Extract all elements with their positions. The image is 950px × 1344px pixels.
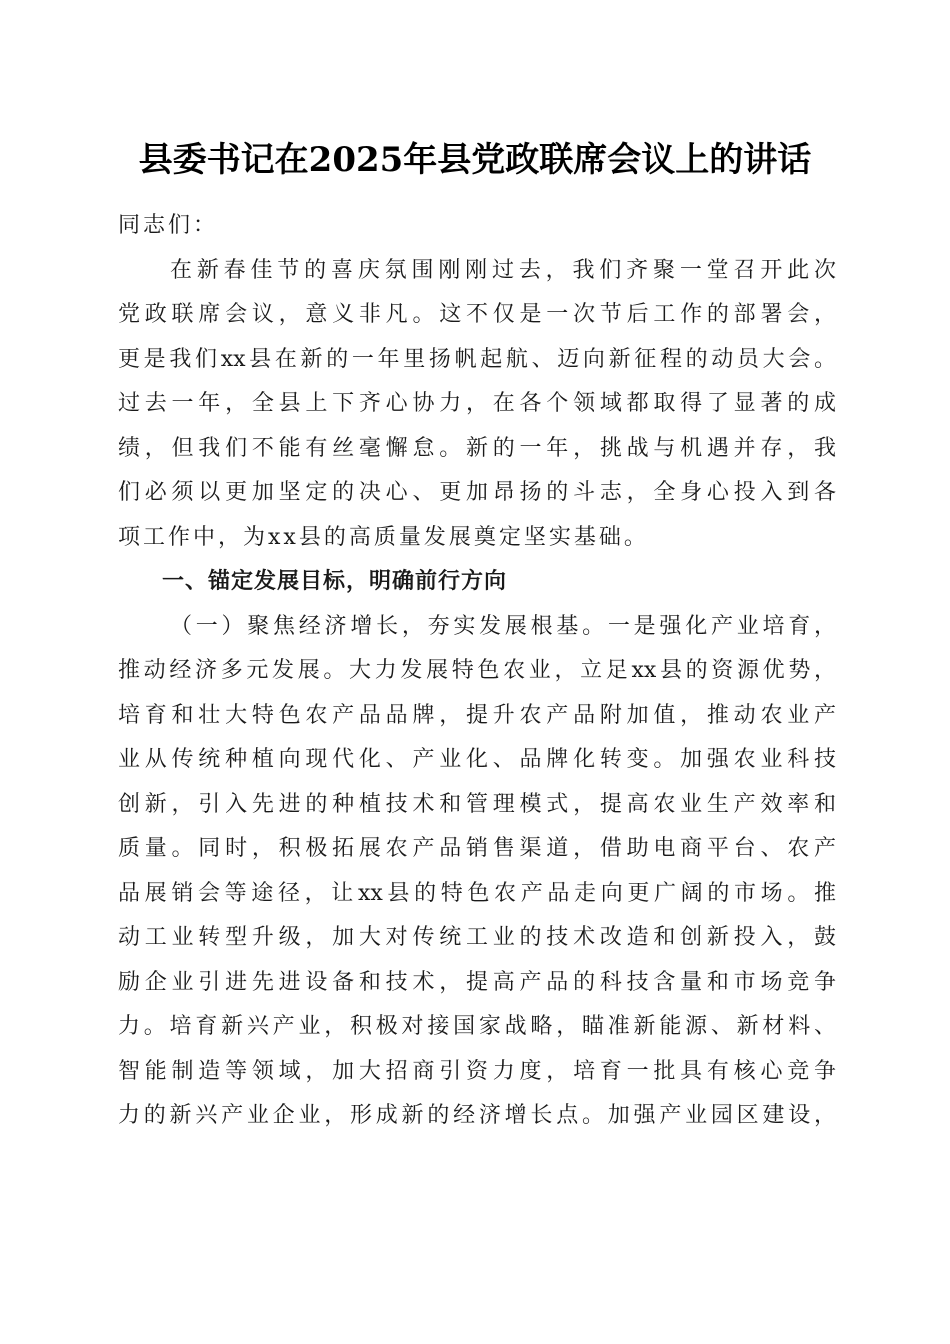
paragraph-line: 推动经济多元发展。大力发展特色农业，立足xx县的资源优势， [118, 658, 836, 683]
paragraph-line: 创新，引入先进的种植技术和管理模式，提高农业生产效率和 [118, 791, 836, 817]
paragraph-line: 力。培育新兴产业，积极对接国家战略，瞄准新能源、新材料、 [118, 1014, 836, 1039]
paragraph-line: 培育和壮大特色农产品品牌，提升农产品附加值，推动农业产 [118, 702, 836, 728]
paragraph-line: 动工业转型升级，加大对传统工业的技术改造和创新投入，鼓 [118, 925, 836, 950]
paragraph-line: 在新春佳节的喜庆氛围刚刚过去，我们齐聚一堂召开此次 [170, 257, 836, 283]
document-title: 县委书记在2025年县党政联席会议上的讲话 [138, 140, 812, 180]
paragraph-line: 项工作中，为xx县的高质量发展奠定坚实基础。 [118, 524, 649, 550]
subsection-line: （一）聚焦经济增长，夯实发展根基。一是强化产业培育， [170, 613, 836, 639]
paragraph-line: 绩，但我们不能有丝毫懈怠。新的一年，挑战与机遇并存，我 [118, 435, 836, 461]
document-body [118, 204, 836, 1139]
paragraph-line: 质量。同时，积极拓展农产品销售渠道，借助电商平台、农产 [118, 836, 836, 861]
paragraph-line: 智能制造等领域，加大招商引资力度，培育一批具有核心竞争 [118, 1058, 836, 1084]
paragraph-line: 们必须以更加坚定的决心、更加昂扬的斗志，全身心投入到各 [118, 480, 836, 505]
paragraph-line: 党政联席会议，意义非凡。这不仅是一次节后工作的部署会， [118, 302, 836, 327]
paragraph-line: 品展销会等途径，让xx县的特色农产品走向更广阔的市场。推 [118, 880, 836, 906]
section-heading: 一、锚定发展目标，明确前行方向 [162, 569, 508, 594]
paragraph-line: 力的新兴产业企业，形成新的经济增长点。加强产业园区建设， [118, 1103, 836, 1128]
paragraph-line: 过去一年，全县上下齐心协力，在各个领域都取得了显著的成 [118, 391, 836, 416]
paragraph-line: 更是我们xx县在新的一年里扬帆起航、迈向新征程的动员大会。 [118, 346, 836, 372]
paragraph-line: 励企业引进先进设备和技术，提高产品的科技含量和市场竞争 [118, 969, 836, 995]
paragraph-line: 业从传统种植向现代化、产业化、品牌化转变。加强农业科技 [118, 747, 836, 772]
salutation-line: 同志们： [118, 213, 219, 238]
